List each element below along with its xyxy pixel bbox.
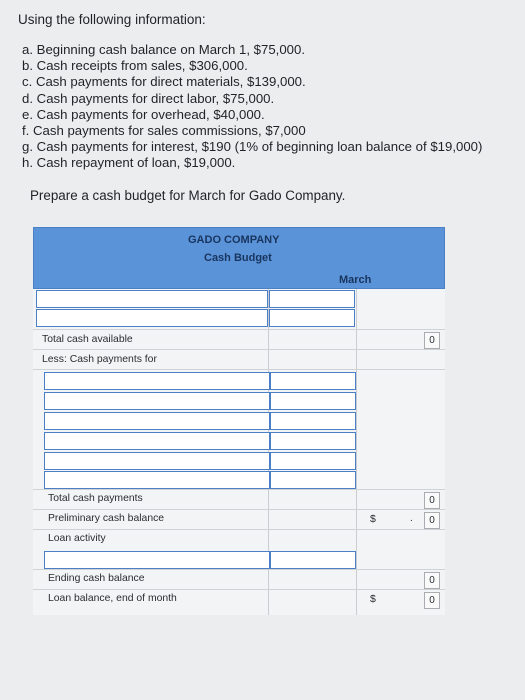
list-item: a. Beginning cash balance on March 1, $75,000.	[22, 42, 306, 57]
list-item: f. Cash payments for sales commissions, $7,000	[22, 123, 306, 139]
loan-balance-end-label: Loan balance, end of month	[48, 593, 177, 604]
total-cash-available-label: Total cash available	[42, 334, 133, 345]
total-cash-payments-value: 0	[424, 492, 440, 509]
information-list	[22, 42, 482, 172]
receipts-label-input-1[interactable]	[36, 290, 268, 308]
receipts-amount-input-2[interactable]	[269, 309, 355, 327]
list-item: g. Cash payments for interest, $190 (1% of beginning loan balance of $19,000)	[22, 139, 483, 155]
list-item: d. Cash payments for direct labor, $75,000.	[22, 90, 275, 106]
payment-amount-input-6[interactable]	[270, 471, 356, 489]
preliminary-cash-balance-value: 0	[424, 512, 440, 529]
ending-cash-balance-value: 0	[424, 572, 440, 589]
payment-label-input-1[interactable]	[44, 372, 270, 390]
total-cash-payments-label: Total cash payments	[48, 493, 143, 504]
list-item: c. Cash payments for direct materials, $139,000.	[22, 74, 306, 90]
grid-divider	[33, 349, 445, 350]
separator-dot: .	[410, 513, 413, 524]
receipts-amount-input-1[interactable]	[269, 290, 355, 308]
total-cash-available-value: 0	[424, 332, 440, 349]
loan-activity-label-input[interactable]	[44, 551, 270, 569]
question-prompt: Prepare a cash budget for March for Gado Company.	[30, 188, 346, 203]
cash-budget-table	[33, 227, 445, 615]
grid-divider	[33, 569, 445, 570]
grid-divider	[356, 289, 357, 615]
list-item: e. Cash payments for overhead, $40,000.	[22, 106, 265, 122]
grid-divider	[33, 369, 445, 370]
currency-symbol: $	[370, 513, 376, 525]
grid-divider	[33, 329, 445, 330]
loan-activity-amount-input[interactable]	[270, 551, 356, 569]
payment-amount-input-3[interactable]	[270, 412, 356, 430]
table-header	[33, 227, 445, 289]
grid-divider	[33, 489, 445, 490]
grid-divider	[33, 589, 445, 590]
grid-divider	[33, 509, 445, 510]
list-item: h. Cash repayment of loan, $19,000.	[22, 155, 236, 171]
loan-activity-label: Loan activity	[48, 533, 106, 544]
payment-label-input-3[interactable]	[44, 412, 270, 430]
payment-label-input-6[interactable]	[44, 471, 270, 489]
payment-amount-input-2[interactable]	[270, 392, 356, 410]
payment-label-input-4[interactable]	[44, 432, 270, 450]
payment-label-input-5[interactable]	[44, 452, 270, 470]
currency-symbol: $	[370, 593, 376, 605]
list-item: b. Cash receipts from sales, $306,000.	[22, 58, 248, 74]
column-header-march: March	[339, 274, 372, 286]
receipts-label-input-2[interactable]	[36, 309, 268, 327]
grid-divider	[33, 529, 445, 530]
less-cash-payments-label: Less: Cash payments for	[42, 354, 157, 365]
preliminary-cash-balance-label: Preliminary cash balance	[48, 513, 165, 524]
payment-amount-input-4[interactable]	[270, 432, 356, 450]
intro-text: Using the following information:	[18, 12, 206, 27]
payment-amount-input-5[interactable]	[270, 452, 356, 470]
payment-label-input-2[interactable]	[44, 392, 270, 410]
budget-title: Cash Budget	[204, 252, 272, 264]
company-name: GADO COMPANY	[188, 234, 280, 246]
loan-balance-end-value: 0	[424, 592, 440, 609]
payment-amount-input-1[interactable]	[270, 372, 356, 390]
ending-cash-balance-label: Ending cash balance	[48, 573, 145, 584]
